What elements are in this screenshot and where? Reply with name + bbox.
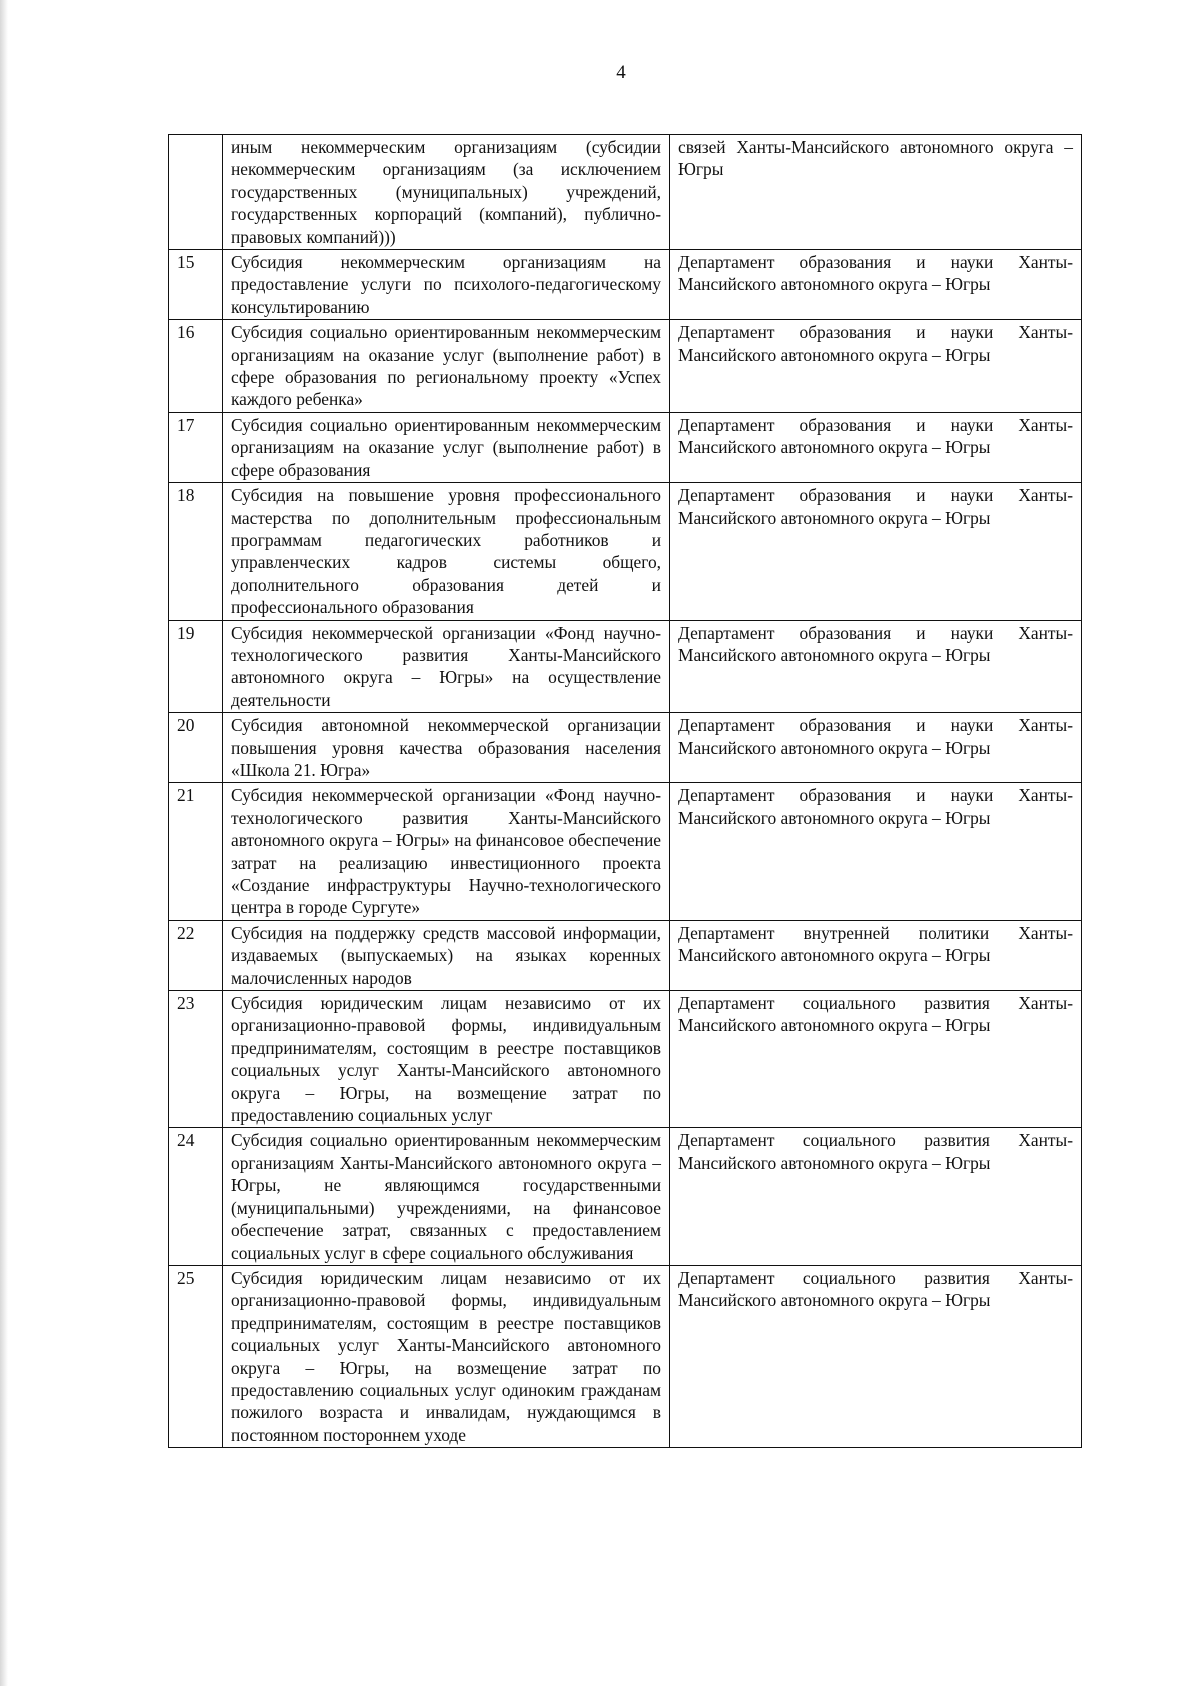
subsidy-name: Субсидия на повышение уровня профессионального мастерства по дополнительным профессиональным программам педагогических работников и управленческих кадров системы общего, дополнительного образования детей и профессионального образования (223, 483, 670, 620)
subsidy-name: Субсидия на поддержку средств массовой информации, издаваемых (выпускаемых) на языках коренных малочисленных народов (223, 920, 670, 990)
responsible-department: связей Ханты-Мансийского автономного округа – Югры (670, 135, 1082, 250)
subsidy-name: Субсидия юридическим лицам независимо от их организационно-правовой формы, индивидуальным предпринимателям, состоящим в реестре поставщиков социальных услуг Ханты-Мансийского автономного округа – Югры, на возмещение затрат по предоставлению социальных услуг (223, 991, 670, 1128)
subsidy-name: Субсидия юридическим лицам независимо от их организационно-правовой формы, индивидуальным предпринимателям, состоящим в реестре поставщиков социальных услуг Ханты-Мансийского автономного округа – Югры, на возмещение затрат по предоставлению социальных услуг одиноким гражданам пожилого возраста и инвалидам, нуждающимся в постоянном постороннем уходе (223, 1265, 670, 1447)
page-number: 4 (616, 62, 626, 83)
responsible-department: Департамент образования и науки Ханты-Мансийского автономного округа – Югры (670, 620, 1082, 713)
table-row (169, 1128, 1082, 1265)
table-row (169, 250, 1082, 320)
subsidy-name: Субсидия социально ориентированным некоммерческим организациям Ханты-Мансийского автономного округа – Югры, не являющимся государственными (муниципальными) учреждениями, на финансовое обеспечение затрат, связанных с предоставлением социальных услуг в сфере социального обслуживания (223, 1128, 670, 1265)
subsidy-name: Субсидия автономной некоммерческой организации повышения уровня качества образования населения «Школа 21. Югра» (223, 713, 670, 783)
subsidies-table (168, 134, 1082, 1448)
row-number: 19 (169, 620, 223, 713)
responsible-department: Департамент образования и науки Ханты-Мансийского автономного округа – Югры (670, 713, 1082, 783)
table-row (169, 483, 1082, 620)
row-number: 22 (169, 920, 223, 990)
table-row (169, 1265, 1082, 1447)
subsidy-name: Субсидия некоммерческим организациям на предоставление услуги по психолого-педагогическому консультированию (223, 250, 670, 320)
row-number: 16 (169, 320, 223, 413)
table-row (169, 920, 1082, 990)
table-row (169, 320, 1082, 413)
responsible-department: Департамент социального развития Ханты-Мансийского автономного округа – Югры (670, 991, 1082, 1128)
table-row (169, 412, 1082, 482)
subsidy-name: Субсидия некоммерческой организации «Фонд научно-технологического развития Ханты-Мансийского автономного округа – Югры» на финансовое обеспечение затрат на реализацию инвестиционного проекта «Создание инфраструктуры Научно-технологического центра в городе Сургуте» (223, 783, 670, 920)
subsidy-name: Субсидия социально ориентированным некоммерческим организациям на оказание услуг (выполнение работ) в сфере образования (223, 412, 670, 482)
responsible-department: Департамент образования и науки Ханты-Мансийского автономного округа – Югры (670, 783, 1082, 920)
responsible-department: Департамент социального развития Ханты-Мансийского автономного округа – Югры (670, 1128, 1082, 1265)
subsidy-name: иным некоммерческим организациям (субсидии некоммерческим организациям (за исключением государственных (муниципальных) учреждений, государственных корпораций (компаний), публично-правовых компаний))) (223, 135, 670, 250)
responsible-department: Департамент образования и науки Ханты-Мансийского автономного округа – Югры (670, 320, 1082, 413)
row-number: 25 (169, 1265, 223, 1447)
row-number: 20 (169, 713, 223, 783)
responsible-department: Департамент образования и науки Ханты-Мансийского автономного округа – Югры (670, 483, 1082, 620)
subsidies-table-body (169, 135, 1082, 1448)
responsible-department: Департамент образования и науки Ханты-Мансийского автономного округа – Югры (670, 412, 1082, 482)
table-row (169, 713, 1082, 783)
responsible-department: Департамент образования и науки Ханты-Мансийского автономного округа – Югры (670, 250, 1082, 320)
scan-edge-shadow (0, 0, 8, 1686)
subsidy-name: Субсидия некоммерческой организации «Фонд научно-технологического развития Ханты-Мансийского автономного округа – Югры» на осуществление деятельности (223, 620, 670, 713)
table-row (169, 620, 1082, 713)
subsidy-name: Субсидия социально ориентированным некоммерческим организациям на оказание услуг (выполнение работ) в сфере образования по региональному проекту «Успех каждого ребенка» (223, 320, 670, 413)
row-number (169, 135, 223, 250)
row-number: 21 (169, 783, 223, 920)
responsible-department: Департамент социального развития Ханты-Мансийского автономного округа – Югры (670, 1265, 1082, 1447)
row-number: 17 (169, 412, 223, 482)
responsible-department: Департамент внутренней политики Ханты-Мансийского автономного округа – Югры (670, 920, 1082, 990)
row-number: 23 (169, 991, 223, 1128)
table-row (169, 991, 1082, 1128)
table-row (169, 783, 1082, 920)
row-number: 24 (169, 1128, 223, 1265)
row-number: 15 (169, 250, 223, 320)
table-row (169, 135, 1082, 250)
row-number: 18 (169, 483, 223, 620)
